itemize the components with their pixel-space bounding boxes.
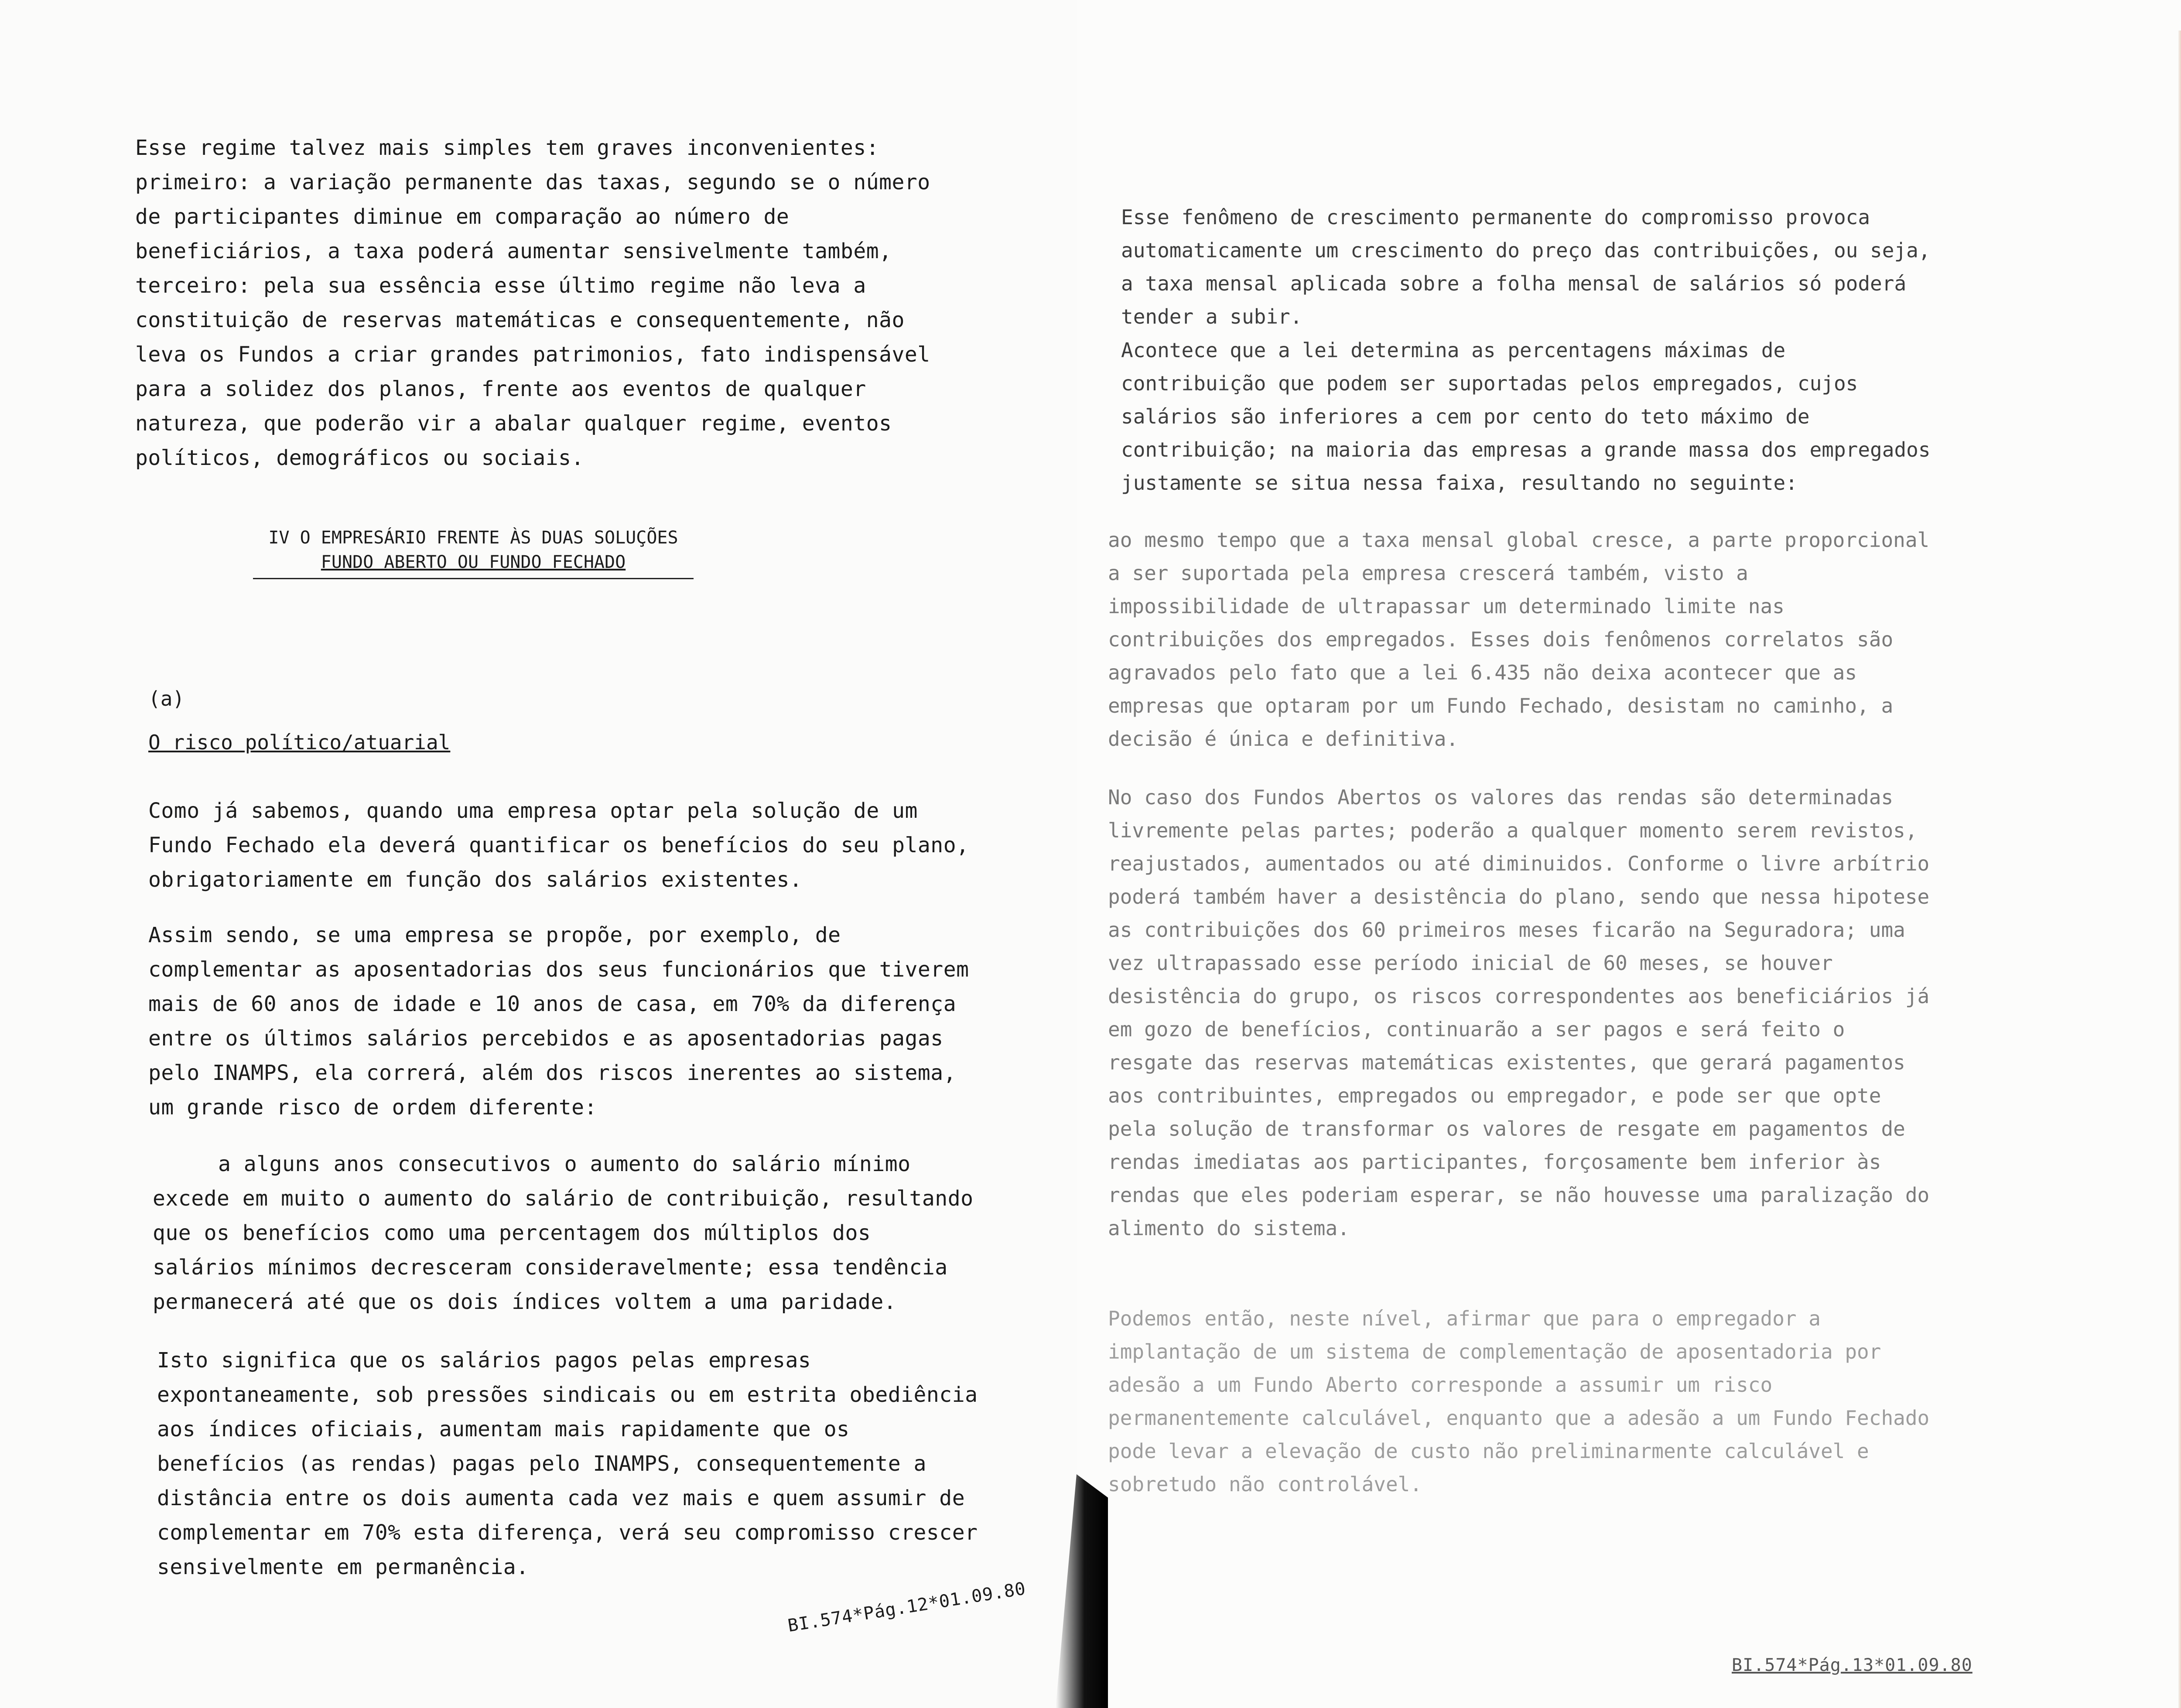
left-paragraph-3: Assim sendo, se uma empresa se propõe, por exemplo, de complementar as aposentadorias dos seus funcionários que tiverem mais de 60 anos de idade e 10 anos de casa, em 70% da diferença entre os últimos salários percebidos e as aposentadorias pagas pelo INAMPS, ela correrá, além dos riscos inerentes ao sistema, um grande risco de ordem diferente:: [148, 923, 969, 1120]
left-paragraph-4: a alguns anos consecutivos o aumento do salário mínimo excede em muito o aumento do salário de contribuição, resultando que os benefícios como uma percentagem dos múltiplos dos salários mínimos decresceram consideravelmente; essa tendência permanecerá até que os dois índices voltem a uma paridade.: [153, 1152, 974, 1314]
right-page: [1077, 0, 2181, 1708]
section-title: O risco político/atuarial: [148, 731, 451, 754]
page-edge-strip: [2178, 31, 2181, 1708]
heading-rule: [253, 578, 694, 579]
right-page-footer: BI.574*Pág.13*01.09.80: [1732, 1655, 1972, 1675]
heading-line-1: IV O EMPRESÁRIO FRENTE ÀS DUAS SOLUÇÕES: [268, 528, 678, 548]
left-page-footer: BI.574*Pág.12*01.09.80: [786, 1578, 1028, 1636]
section-heading: [253, 526, 694, 574]
right-paragraph-3: ao mesmo tempo que a taxa mensal global cresce, a parte proporcional a ser suportada pela empresa crescerá também, visto a impossibilidade de ultrapassar um determinado limite nas contribuições dos empregados. Esses dois fenômenos correlatos são agravados pelo fato que a lei 6.435 não deixa acontecer que as empresas que optaram por um Fundo Fechado, desistam no caminho, a decisão é única e definitiva.: [1108, 528, 1930, 751]
left-paragraph-1: Esse regime talvez mais simples tem graves inconvenientes: primeiro: a variação permanente das taxas, segundo se o número de participantes diminue em comparação ao número de beneficiários, a taxa poderá aumentar sensivelmente também, terceiro: pela sua essência esse último regime não leva a constituição de reservas matemáticas e consequentemente, não leva os Fundos a criar grandes patrimonios, fato indispensável para a solidez dos planos, frente aos eventos de qualquer natureza, que poderão vir a abalar qualquer regime, eventos políticos, demográficos ou sociais.: [135, 136, 930, 470]
right-paragraph-1: Esse fenômeno de crescimento permanente do compromisso provoca automaticamente um crescimento do preço das contribuições, ou seja, a taxa mensal aplicada sobre a folha mensal de salários só poderá tender a subir.: [1121, 205, 1931, 328]
item-label: (a): [148, 687, 185, 711]
left-paragraph-2: Como já sabemos, quando uma empresa optar pela solução de um Fundo Fechado ela deverá quantificar os benefícios do seu plano, obrigatoriamente em função dos salários existentes.: [148, 799, 969, 892]
left-paragraph-5: Isto significa que os salários pagos pelas empresas expontaneamente, sob pressões sindicais ou em estrita obediência aos índices oficiais, aumentam mais rapidamente que os benefícios (as rendas) pagas pelo INAMPS, consequentemente a distância entre os dois aumenta cada vez mais e quem assumir de complementar em 70% esta diferença, verá seu compromisso crescer sensivelmente em permanência.: [157, 1348, 978, 1579]
left-page: [0, 0, 1077, 1708]
right-paragraph-4: No caso dos Fundos Abertos os valores das rendas são determinadas livremente pelas partes; poderão a qualquer momento serem revistos, reajustados, aumentados ou até diminuidos. Conforme o livre arbítrio poderá também haver a desistência do plano, sendo que nessa hipotese as contribuições dos 60 primeiros meses ficarão na Seguradora; uma vez ultrapassado esse período inicial de 60 meses, se houver desistência do grupo, os riscos correspondentes aos beneficiários já em gozo de benefícios, continuarão a ser pagos e será feito o resgate das reservas matemáticas existentes, que gerará pagamentos aos contribuintes, empregados ou empregador, e pode ser que opte pela solução de transformar os valores de resgate em pagamentos de rendas imediatas aos participantes, forçosamente bem inferior às rendas que eles poderiam esperar, se não houvesse uma paralização do alimento do sistema.: [1108, 786, 1930, 1240]
right-paragraph-5: Podemos então, neste nível, afirmar que para o empregador a implantação de um sistema de complementação de aposentadoria por adesão a um Fundo Aberto corresponde a assumir um risco permanentemente calculável, enquanto que a adesão a um Fundo Fechado pode levar a elevação de custo não preliminarmente calculável e sobretudo não controlável.: [1108, 1307, 1930, 1496]
right-paragraph-2: Acontece que a lei determina as percentagens máximas de contribuição que podem ser suportadas pelos empregados, cujos salários são inferiores a cem por cento do teto máximo de contribuição; na maioria das empresas a grande massa dos empregados justamente se situa nessa faixa, resultando no seguinte:: [1121, 338, 1931, 495]
heading-line-2: FUNDO ABERTO OU FUNDO FECHADO: [321, 552, 626, 572]
